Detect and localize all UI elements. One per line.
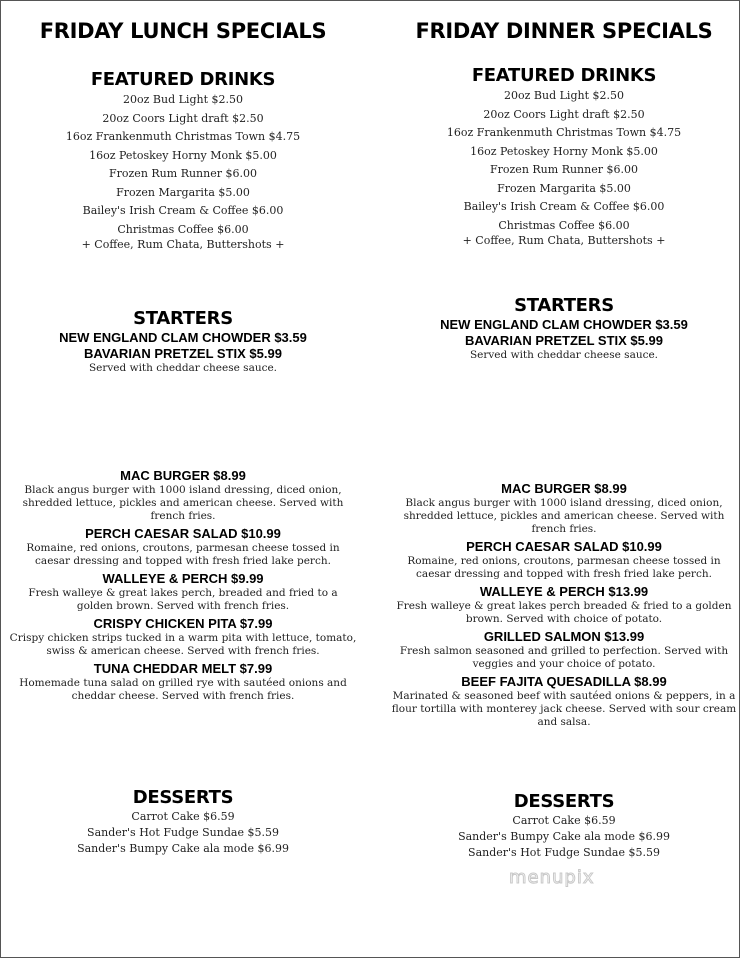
menu-item-name: GRILLED SALMON $13.99 <box>483 629 645 644</box>
drink-item: Bailey's Irish Cream & Coffee $6.00 <box>463 200 665 213</box>
section-title: STARTERS <box>133 308 233 329</box>
featured-drinks-section <box>3 69 363 250</box>
menu-item-desc: Black angus burger with 1000 island dressing, diced onion, shredded lettuce, pickles and american cheese. Served with french fries. <box>403 497 725 535</box>
menu-item-desc: Romaine, red onions, croutons, parmesan cheese tossed in caesar dressing and topped with fresh fried lake perch. <box>407 555 721 580</box>
menu-title: FRIDAY LUNCH SPECIALS <box>39 19 327 43</box>
menu-item-name: MAC BURGER $8.99 <box>120 468 246 483</box>
menu-item-name: TUNA CHEDDAR MELT $7.99 <box>93 661 273 676</box>
drink-item: Frozen Rum Runner $6.00 <box>490 163 638 176</box>
menu-item-desc: Fresh walleye & great lakes perch, breaded and fried to a golden brown. Served with french fries. <box>28 587 338 612</box>
menu-item <box>3 661 363 703</box>
drink-item: Christmas Coffee $6.00 <box>498 218 630 232</box>
starters-section <box>3 308 363 375</box>
menu-item <box>384 674 742 729</box>
drink-item: 20oz Coors Light draft $2.50 <box>483 107 645 121</box>
section-title: FEATURED DRINKS <box>471 65 657 86</box>
section-title: STARTERS <box>514 295 614 316</box>
menu-item-desc: Homemade tuna salad on grilled rye with sautéed onions and cheddar cheese. Served with french fries. <box>19 677 347 702</box>
menupix-watermark: menupix <box>509 867 595 888</box>
drink-item: 16oz Frankenmuth Christmas Town $4.75 <box>446 126 682 139</box>
drink-item: Frozen Rum Runner $6.00 <box>109 167 257 180</box>
menu-item-name: WALLEYE & PERCH $13.99 <box>479 584 649 599</box>
menu-item <box>384 539 742 581</box>
entrees-section <box>384 481 742 729</box>
section-title: DESSERTS <box>132 787 234 808</box>
desserts-section <box>384 791 742 861</box>
drink-item: 16oz Petoskey Horny Monk $5.00 <box>470 144 658 158</box>
menu-item-name: CRISPY CHICKEN PITA $7.99 <box>93 616 273 631</box>
starter-chowder: NEW ENGLAND CLAM CHOWDER $3.59 <box>440 317 688 332</box>
menu-item-desc: Fresh salmon seasoned and grilled to perfection. Served with veggies and your choice of potato. <box>399 645 729 670</box>
menu-item-name: WALLEYE & PERCH $9.99 <box>102 571 264 586</box>
menu-item <box>384 481 742 536</box>
menu-item-desc: Black angus burger with 1000 island dressing, diced onion, shredded lettuce, pickles and american cheese. Served with french fries. <box>22 484 344 522</box>
dessert-item: Carrot Cake $6.59 <box>131 810 235 823</box>
drink-item: Bailey's Irish Cream & Coffee $6.00 <box>82 204 284 217</box>
drink-item: 20oz Coors Light draft $2.50 <box>102 111 264 125</box>
dessert-item: Sander's Bumpy Cake ala mode $6.99 <box>77 842 289 855</box>
drink-item: Frozen Margarita $5.00 <box>116 185 250 199</box>
drink-item: Frozen Margarita $5.00 <box>497 181 631 195</box>
dessert-item: Sander's Hot Fudge Sundae $5.59 <box>87 826 279 839</box>
menu-title: FRIDAY DINNER SPECIALS <box>415 19 713 43</box>
drink-note: + Coffee, Rum Chata, Buttershots + <box>81 238 285 251</box>
dessert-item: Carrot Cake $6.59 <box>512 814 616 827</box>
menu-item-desc: Crispy chicken strips tucked in a warm pita with lettuce, tomato, swiss & american cheese. Served with french fries. <box>9 632 357 657</box>
drink-item: Christmas Coffee $6.00 <box>117 222 249 236</box>
starter-pretzel-desc: Served with cheddar cheese sauce. <box>88 362 278 374</box>
starters-section <box>384 295 742 362</box>
starter-pretzel: BAVARIAN PRETZEL STIX $5.99 <box>84 346 282 361</box>
menu-item-name: BEEF FAJITA QUESADILLA $8.99 <box>461 674 667 689</box>
starter-chowder: NEW ENGLAND CLAM CHOWDER $3.59 <box>59 330 307 345</box>
dessert-item: Sander's Hot Fudge Sundae $5.59 <box>468 846 660 859</box>
section-title: DESSERTS <box>513 791 615 812</box>
drink-item: 20oz Bud Light $2.50 <box>504 89 624 102</box>
menu-item <box>384 584 742 626</box>
menu-item <box>3 526 363 568</box>
menu-item <box>384 629 742 671</box>
entrees-section <box>3 468 363 703</box>
drink-item: 20oz Bud Light $2.50 <box>123 93 243 106</box>
starter-pretzel: BAVARIAN PRETZEL STIX $5.99 <box>465 333 663 348</box>
menu-item-name: PERCH CAESAR SALAD $10.99 <box>466 539 662 554</box>
desserts-section <box>3 787 363 857</box>
starter-pretzel-desc: Served with cheddar cheese sauce. <box>469 349 659 361</box>
section-title: FEATURED DRINKS <box>90 69 276 90</box>
dessert-item: Sander's Bumpy Cake ala mode $6.99 <box>458 830 670 843</box>
menu-item-name: PERCH CAESAR SALAD $10.99 <box>85 526 281 541</box>
drink-item: 16oz Petoskey Horny Monk $5.00 <box>89 148 277 162</box>
menu-item-name: MAC BURGER $8.99 <box>501 481 627 496</box>
drink-note: + Coffee, Rum Chata, Buttershots + <box>462 234 666 247</box>
menu-item <box>3 468 363 523</box>
menu-item <box>3 571 363 613</box>
menu-item-desc: Romaine, red onions, croutons, parmesan cheese tossed in caesar dressing and topped with fresh fried lake perch. <box>26 542 340 567</box>
menu-item-desc: Marinated & seasoned beef with sautéed onions & peppers, in a flour tortilla with monterey jack cheese. Served with sour cream and salsa. <box>391 690 737 728</box>
menu-item <box>3 616 363 658</box>
menu-item-desc: Fresh walleye & great lakes perch breaded & fried to a golden brown. Served with choice of potato. <box>396 600 732 625</box>
featured-drinks-section <box>384 65 742 246</box>
drink-item: 16oz Frankenmuth Christmas Town $4.75 <box>65 130 301 143</box>
